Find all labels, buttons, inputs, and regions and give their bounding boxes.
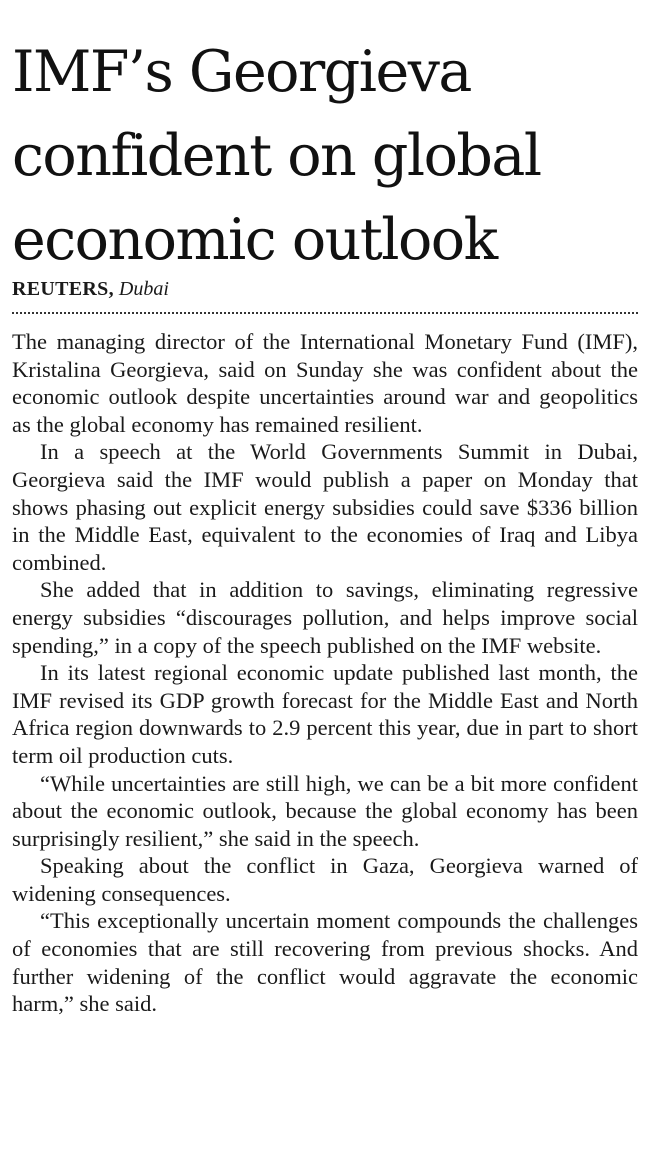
byline xyxy=(12,277,169,301)
article-paragraph: “This exceptionally uncertain moment compounds the challenges of economies that are still recovering from previous shocks. And further widening of the conflict would aggravate the economic harm,” she said. xyxy=(12,908,638,1017)
headline-line: confident on global xyxy=(12,123,541,189)
article-paragraph: “While uncertainties are still high, we can be a bit more confident about the economic outlook, because the global economy has been surprisingly resilient,” she said in the speech. xyxy=(12,770,638,851)
byline-dateline: Dubai xyxy=(118,278,169,300)
article-paragraph: The managing director of the International Monetary Fund (IMF), Kristalina Georgieva, said on Sunday she was confident about the economic outlook despite uncertainties around war and geopolitics as the global economy has remained resilient. xyxy=(12,329,638,437)
headline xyxy=(12,30,637,282)
article-body xyxy=(12,328,638,1018)
article-paragraph: She added that in addition to savings, eliminating regressive energy subsidies “discourages pollution, and helps improve social spending,” in a copy of the speech published on the IMF website. xyxy=(12,577,638,658)
headline-line: economic outlook xyxy=(12,207,497,273)
article-paragraph: In its latest regional economic update published last month, the IMF revised its GDP growth forecast for the Middle East and North Africa region downwards to 2.9 percent this year, due in part to short term oil production cuts. xyxy=(12,660,638,768)
byline-agency: REUTERS, xyxy=(12,278,114,300)
article-paragraph: Speaking about the conflict in Gaza, Georgieva warned of widening consequences. xyxy=(12,853,638,906)
article-paragraph: In a speech at the World Governments Summit in Dubai, Georgieva said the IMF would publish a paper on Monday that shows phasing out explicit energy subsidies could save $336 billion in the Middle East, equivalent to the economies of Iraq and Libya combined. xyxy=(12,439,638,575)
headline-line: IMF’s Georgieva xyxy=(12,39,471,105)
dotted-divider xyxy=(12,312,638,314)
